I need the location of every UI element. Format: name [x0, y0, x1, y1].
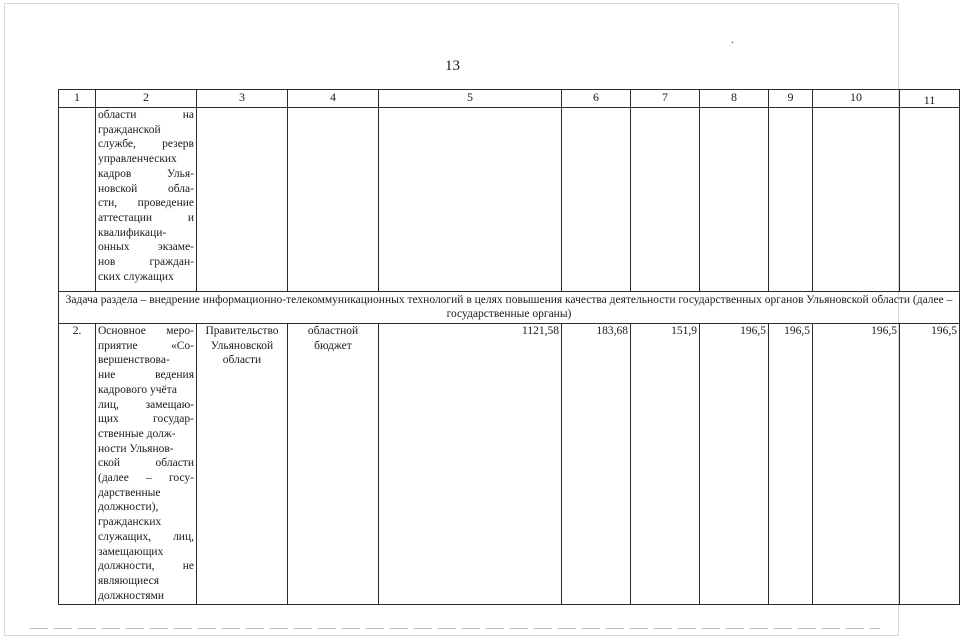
- task-row: [59, 292, 960, 324]
- activity-number: 2.: [59, 324, 96, 605]
- description-line: новской обла-: [98, 182, 194, 195]
- description-line: ственные долж-: [98, 427, 176, 440]
- column-number: 6: [562, 90, 631, 108]
- column-number: 9: [769, 90, 813, 108]
- description-line: сти, проведение: [98, 197, 194, 210]
- task-heading: Задача раздела – внедрение информационно-телекоммуникационных технологий в целях повышения качества деятельности государственных органов Ульяновской области (далее – государственные органы): [59, 292, 960, 324]
- description-line: области на: [98, 109, 194, 121]
- executor-cell: Правительство Ульяновской области: [197, 324, 288, 605]
- column-number: 10: [813, 90, 900, 108]
- description-line: Основное меро-: [98, 325, 194, 337]
- cell-empty: [631, 108, 700, 292]
- activity-row: [59, 324, 960, 605]
- description-line: аттестации и: [98, 211, 194, 224]
- description-line: ности Ульянов-: [98, 442, 174, 455]
- description-line: замещающих: [98, 545, 164, 558]
- cell-empty: [288, 108, 379, 292]
- year-amount-cell: 196,5: [813, 324, 900, 605]
- column-number: 5: [379, 90, 562, 108]
- column-number: 11: [900, 90, 960, 108]
- cell-empty: [769, 108, 813, 292]
- description-line: приятие «Со-: [98, 339, 194, 352]
- description-line: квалификаци-: [98, 226, 167, 239]
- description-line: служащих, лиц,: [98, 530, 194, 543]
- cell-empty: [562, 108, 631, 292]
- activity-description: [96, 324, 197, 605]
- column-number: 7: [631, 90, 700, 108]
- description-line: ских служащих: [98, 270, 174, 283]
- description-line: онных экзаме-: [98, 241, 194, 254]
- cell-empty: [197, 108, 288, 292]
- scan-artifact-line: [30, 628, 880, 629]
- description-line: ской области: [98, 457, 194, 470]
- description-line: нов граждан-: [98, 256, 194, 269]
- description-line: должностями: [98, 589, 165, 602]
- cell-empty: [813, 108, 900, 292]
- cell-empty: [900, 108, 960, 292]
- column-number: 1: [59, 90, 96, 108]
- description-line: службе, резерв: [98, 138, 194, 151]
- total-amount-cell: 1121,58: [379, 324, 562, 605]
- description-line: должности, не: [98, 560, 194, 573]
- description-line: являющиеся: [98, 574, 159, 587]
- description-line: кадрового учёта: [98, 383, 177, 396]
- column-number: 2: [96, 90, 197, 108]
- cell-empty: [700, 108, 769, 292]
- stray-mark: .: [731, 32, 734, 46]
- description-line: щих государ-: [98, 413, 194, 426]
- year-amount-cell: 196,5: [769, 324, 813, 605]
- continuation-row: [59, 108, 960, 292]
- description-line: гражданской: [98, 123, 161, 136]
- description-line: вершенствова-: [98, 354, 170, 367]
- description-line: лиц, замещаю-: [98, 398, 194, 411]
- program-table: [58, 89, 960, 605]
- column-number: 4: [288, 90, 379, 108]
- cell-empty: [59, 108, 96, 292]
- description-line: гражданских: [98, 516, 162, 529]
- description-line: ние ведения: [98, 369, 194, 382]
- page-number: 13: [445, 58, 460, 74]
- description-line: управленческих: [98, 153, 177, 166]
- column-number: 8: [700, 90, 769, 108]
- column-number-row: [59, 90, 960, 108]
- year-amount-cell: 183,68: [562, 324, 631, 605]
- funding-source-cell: областной бюджет: [288, 324, 379, 605]
- year-amount-cell: 196,5: [900, 324, 960, 605]
- description-line: кадров Улья-: [98, 167, 194, 180]
- description-line: дарственные: [98, 486, 161, 499]
- column-number: 3: [197, 90, 288, 108]
- description-line: должности),: [98, 501, 159, 514]
- year-amount-cell: 196,5: [700, 324, 769, 605]
- continuation-description: [96, 108, 197, 292]
- description-line: (далее – госу-: [98, 472, 194, 485]
- year-amount-cell: 151,9: [631, 324, 700, 605]
- cell-empty: [379, 108, 562, 292]
